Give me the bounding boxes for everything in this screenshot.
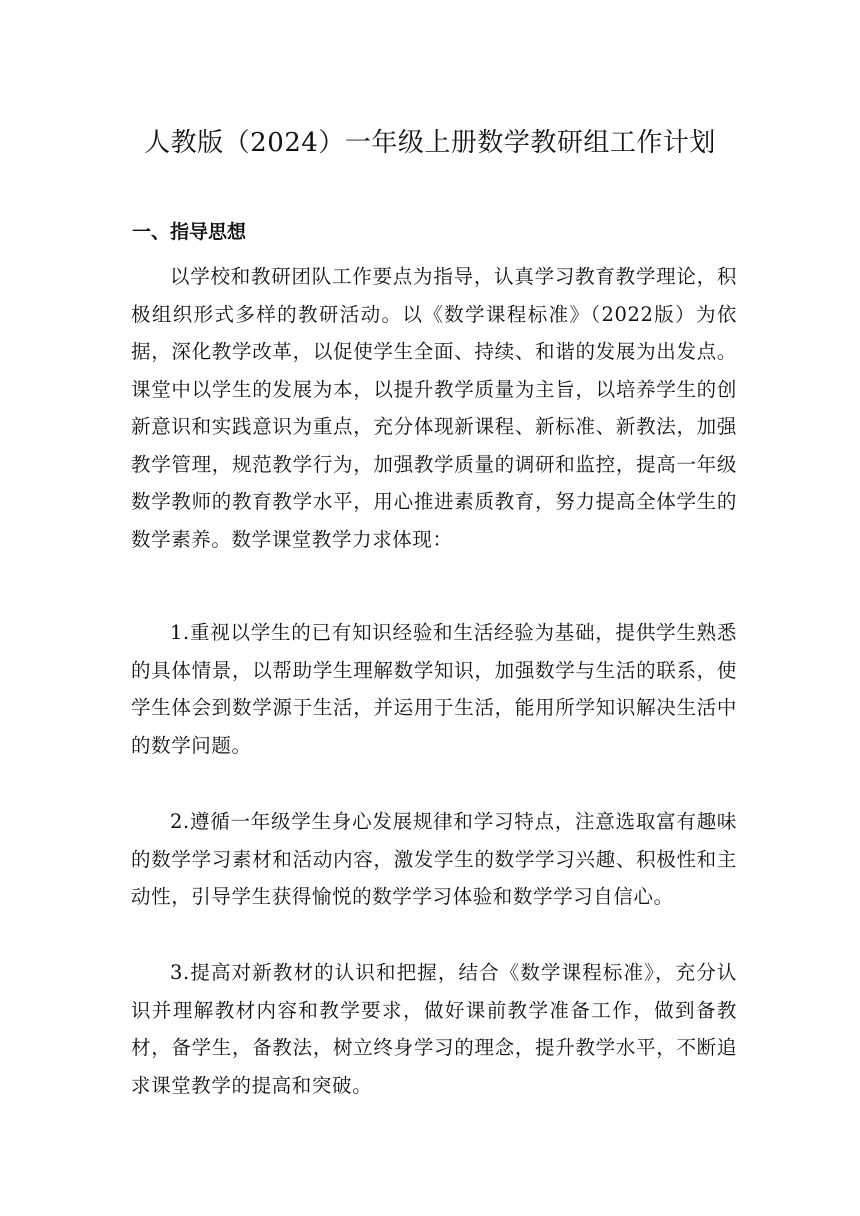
paragraph-guiding-ideology: 以学校和教研团队工作要点为指导，认真学习教育教学理论，积极组织形式多样的教研活动。以《数学课程标准》（2022版）为依据，深化教学改革，以促使学生全面、持续、和谐的发展为出发点。课堂中以学生的发展为本，以提升教学质量为主旨，以培养学生的创新意识和实践意识为重点，充分体现新课程、新标准、新教法，加强教学管理，规范教学行为，加强教学质量的调研和监控，提高一年级数学教师的教育教学水平，用心推进素质教育，努力提高全体学生的数学素养。数学课堂教学力求体现： — [131, 265, 737, 551]
paragraph-point-1: 1.重视以学生的已有知识经验和生活经验为基础，提供学生熟悉的具体情景，以帮助学生理解数学知识，加强数学与生活的联系，使学生体会到数学源于生活，并运用于生活，能用所学知识解决生活中的数学问题。 — [131, 621, 737, 757]
section-heading-guiding-ideology: 一、指导思想 — [132, 221, 247, 243]
paragraph-point-2: 2.遵循一年级学生身心发展规律和学习特点，注意选取富有趣味的数学学习素材和活动内容，激发学生的数学学习兴趣、积极性和主动性，引导学生获得愉悦的数学学习体验和数学学习自信心。 — [131, 810, 737, 908]
paragraph-point-3: 3.提高对新教材的认识和把握，结合《数学课程标准》，充分认识并理解教材内容和教学要求，做好课前教学准备工作，做到备教材，备学生，备教法，树立终身学习的理念，提升教学水平，不断追求课堂教学的提高和突破。 — [131, 961, 737, 1097]
document-title: 人教版（2024）一年级上册数学教研组工作计划 — [144, 128, 716, 158]
